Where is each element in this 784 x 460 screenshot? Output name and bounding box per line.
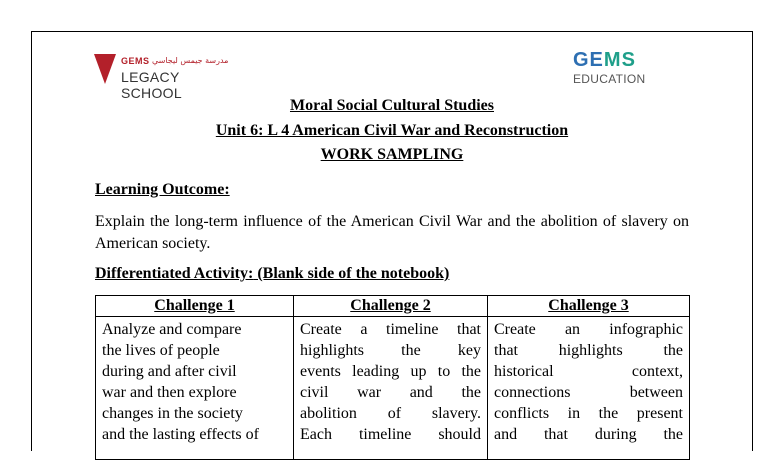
logo-arabic-text: مدرسة جيمس ليجاسي xyxy=(152,56,229,65)
challenge-2-line: civil war and the xyxy=(300,384,481,401)
gems-legacy-school-logo xyxy=(62,42,232,101)
challenge-3-description xyxy=(488,317,690,460)
challenge-1-line: Analyze and compare xyxy=(102,321,242,338)
challenge-1-line: war and then explore xyxy=(102,384,237,401)
challenge-1-line: during and after civil xyxy=(102,363,237,380)
course-title: Moral Social Cultural Studies xyxy=(289,97,494,114)
logo-school-name: LEGACY SCHOOL xyxy=(121,69,182,101)
logo-brand-text: GEMS xyxy=(121,56,150,66)
challenge-3-line: connections between xyxy=(494,384,683,401)
challenge-2-line: events leading up to the xyxy=(300,363,481,380)
learning-outcome-heading: Learning Outcome: xyxy=(95,181,230,198)
challenge-3-line: Create an infographic xyxy=(494,321,683,338)
challenge-2-line: highlights the key xyxy=(300,342,481,359)
table-row xyxy=(96,317,690,460)
section-title: WORK SAMPLING xyxy=(320,146,464,163)
gems-wordmark-part-2: MS xyxy=(603,49,636,71)
challenge-3-line: conflicts in the present xyxy=(494,405,683,422)
activity-note: (Blank side of the notebook) xyxy=(253,265,450,282)
challenge-2-line: abolition of slavery. xyxy=(300,405,481,422)
unit-title: Unit 6: L 4 American Civil War and Reconstruction xyxy=(215,122,569,139)
challenges-table xyxy=(95,295,690,460)
flame-logo-icon xyxy=(94,54,116,84)
challenge-2-heading: Challenge 2 xyxy=(294,296,488,317)
challenge-1-line: and the lasting effects of xyxy=(102,426,259,443)
challenge-1-description xyxy=(96,317,294,460)
challenge-3-line: and that during the xyxy=(494,426,683,443)
challenge-1-line: the lives of people xyxy=(102,342,220,359)
challenge-2-line: Each timeline should xyxy=(300,426,481,443)
activity-heading-label: Differentiated Activity: xyxy=(95,265,254,282)
gems-wordmark xyxy=(573,50,636,70)
activity-heading xyxy=(95,265,449,283)
challenge-2-description xyxy=(294,317,488,460)
challenge-3-line: that highlights the xyxy=(494,342,683,359)
challenge-1-heading: Challenge 1 xyxy=(96,296,294,317)
challenge-2-line: Create a timeline that xyxy=(300,321,481,338)
learning-outcome-text: Explain the long-term influence of the American Civil War and the abolition of slavery on American society. xyxy=(95,213,689,252)
challenge-3-heading: Challenge 3 xyxy=(488,296,690,317)
logo-education-text: EDUCATION xyxy=(573,72,646,86)
challenge-3-line: historical context, xyxy=(494,363,683,380)
gems-wordmark-part-1: GE xyxy=(573,49,604,71)
gems-education-logo xyxy=(572,50,662,90)
table-header-row xyxy=(96,296,690,317)
challenge-1-line: changes in the society xyxy=(102,405,243,422)
